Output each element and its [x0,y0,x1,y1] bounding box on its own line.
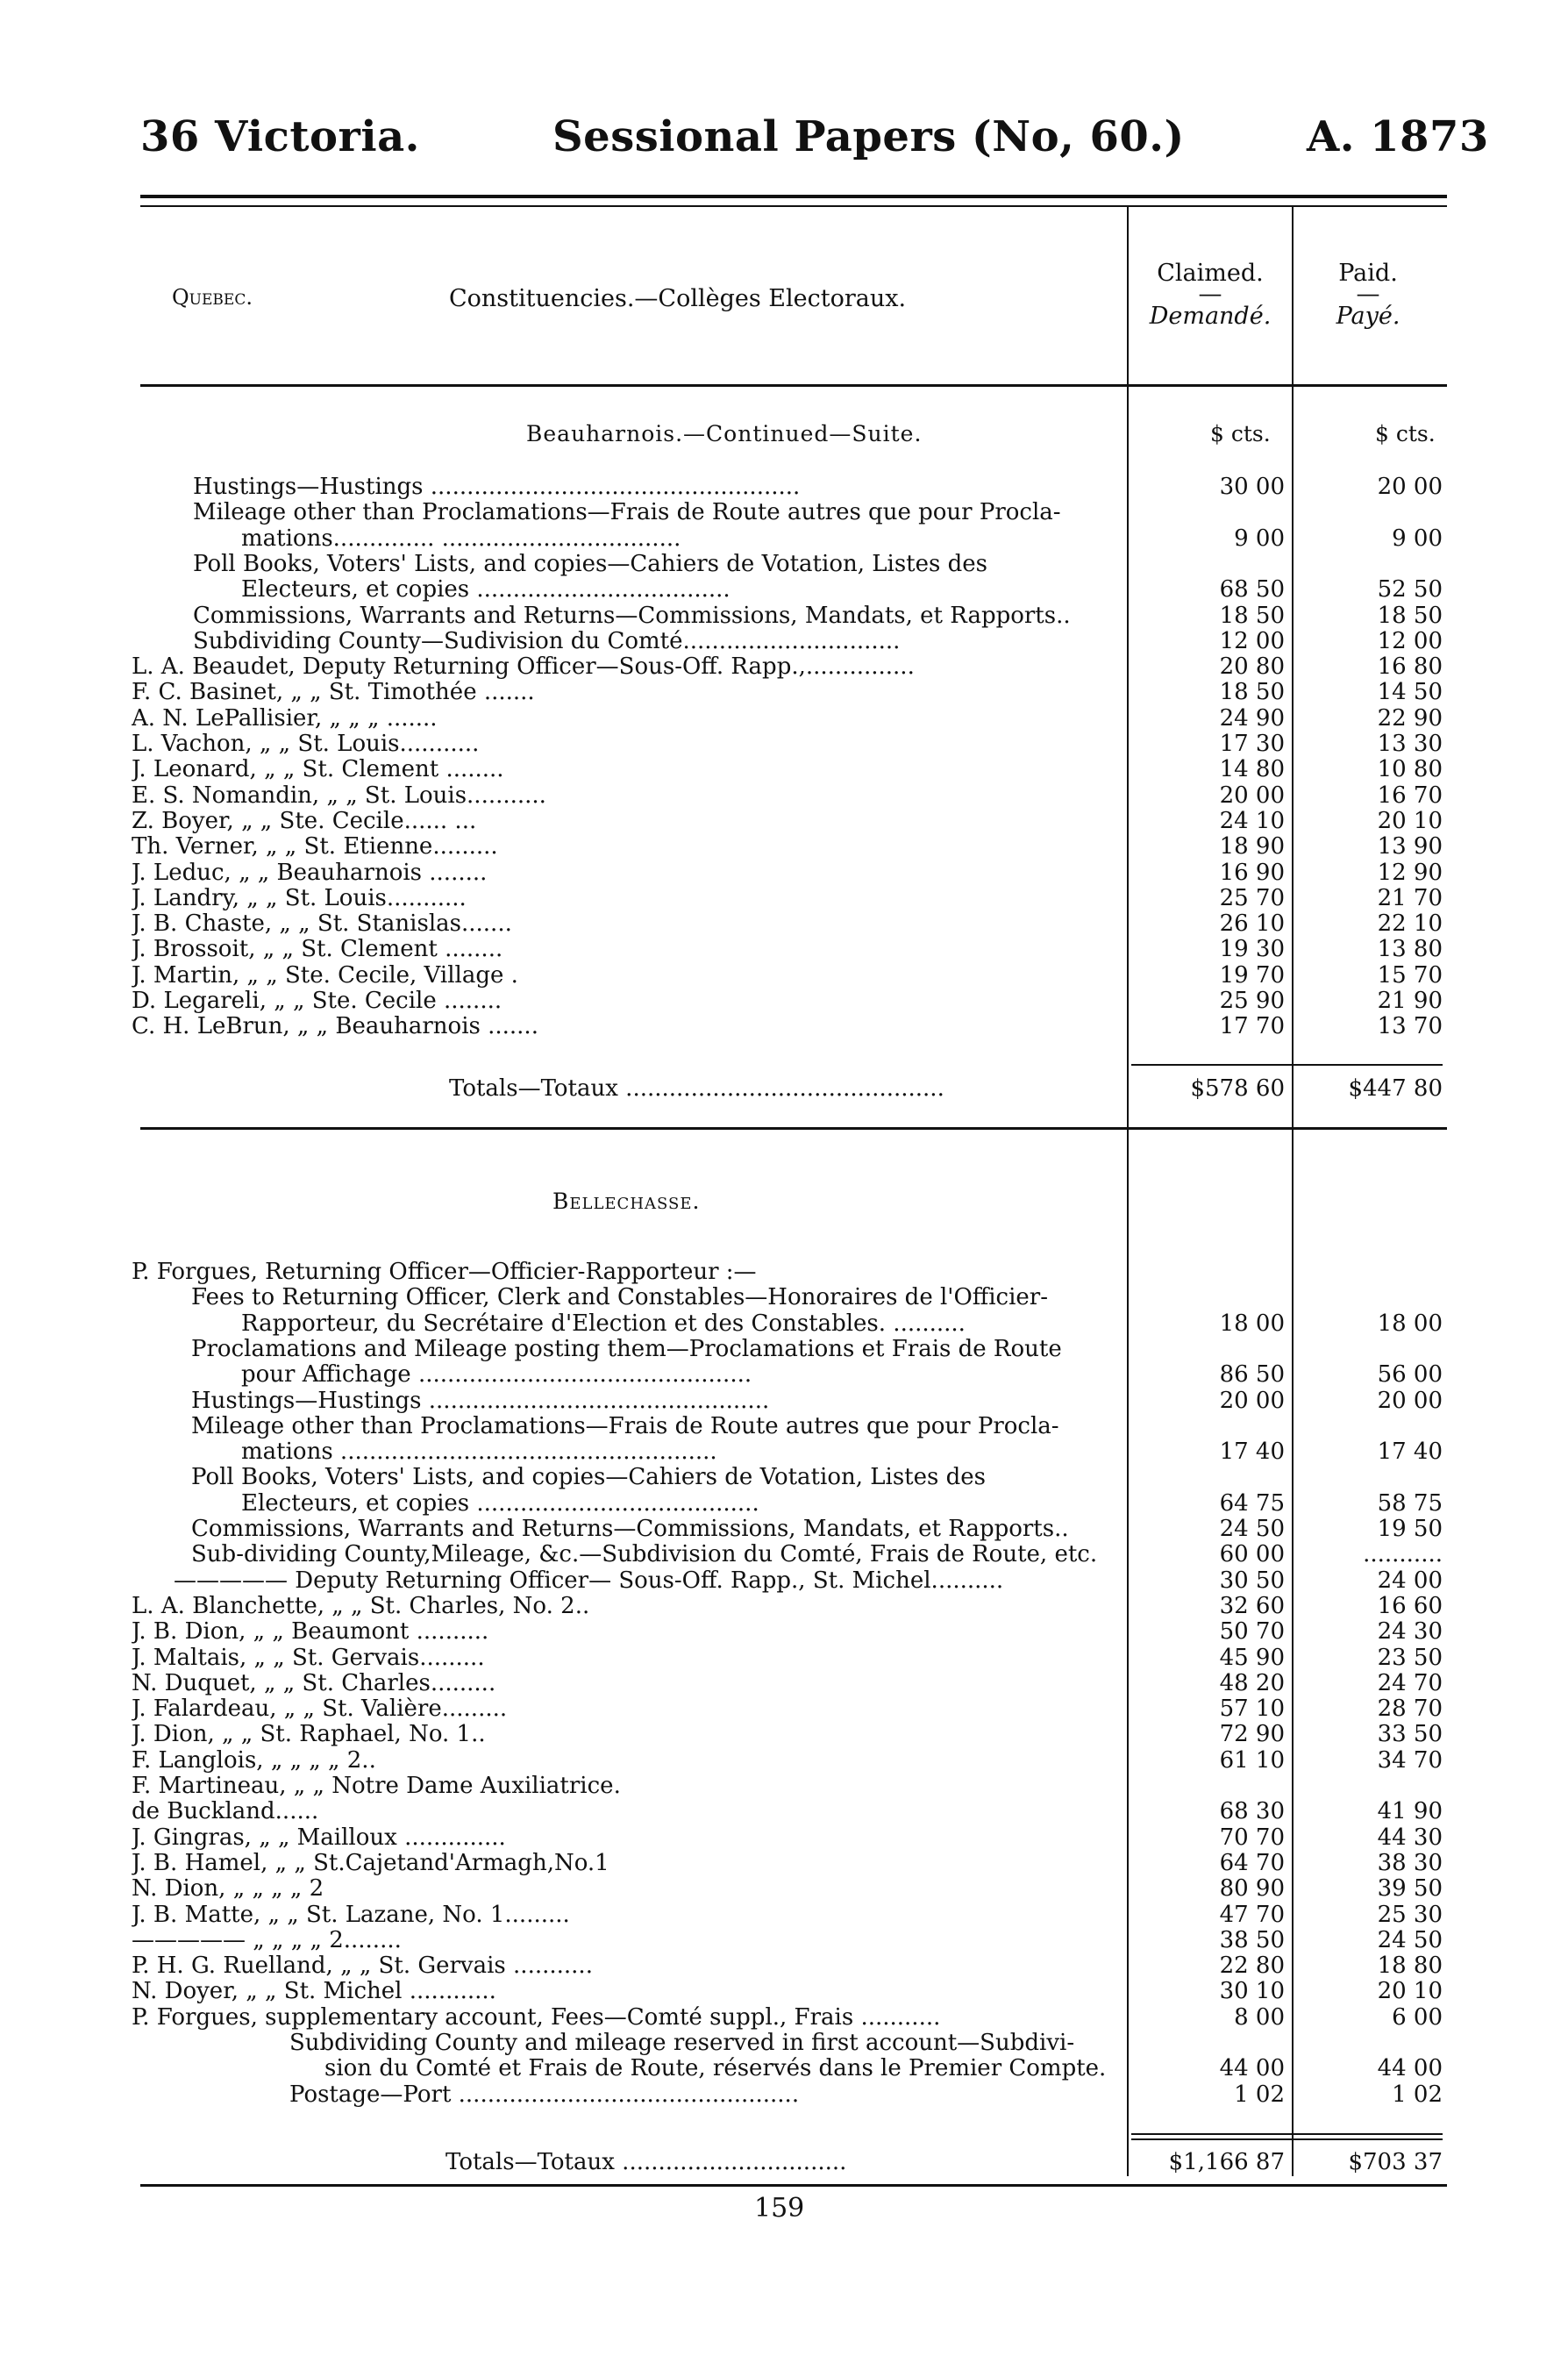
row-label: J. Dion, „ „ St. Raphael, No. 1.. [132,1721,486,1748]
row-paid: 10 80 [1377,756,1443,783]
row-paid: 24 00 [1377,1567,1443,1594]
row-label: Th. Verner, „ „ St. Etienne......... [132,833,498,860]
row-paid: 22 10 [1377,910,1443,938]
row-label: N. Doyer, „ „ St. Michel ............ [132,1978,496,2005]
row-label: L. A. Beaudet, Deputy Returning Officer—Sous-Off. Rapp.,............... [132,653,915,681]
row-claimed: 64 70 [1219,1849,1285,1876]
row-claimed: 18 90 [1219,833,1285,860]
table-row [132,576,1561,602]
row-claimed: 20 00 [1219,1387,1285,1414]
row-label: J. B. Matte, „ „ St. Lazane, No. 1......... [132,1901,570,1928]
row-label: sion du Comté et Frais de Route, réservés dans le Premier Compte. [324,2055,1107,2082]
table-row [132,1645,1561,1670]
table-row [132,705,1561,731]
row-paid: ........... [1363,1541,1443,1568]
table-row [132,1439,1561,1464]
paid-en: Paid. [1338,260,1398,287]
row-paid: 14 50 [1377,679,1443,706]
row-claimed: 30 10 [1219,1978,1285,2005]
row-paid: 23 50 [1377,1644,1443,1671]
row-label: Mileage other than Proclamations—Frais de Route autres que pour Procla- [193,499,1061,526]
row-label: Hustings—Hustings ............................................... [191,1387,770,1414]
row-claimed: 45 90 [1219,1644,1285,1671]
row-paid: 38 30 [1377,1849,1443,1876]
table-row [132,628,1561,653]
row-label: Fees to Returning Officer, Clerk and Constables—Honoraires de l'Officier- [191,1284,1049,1311]
table-row [132,1798,1561,1824]
table-row [132,885,1561,910]
row-paid: 18 50 [1377,602,1443,629]
table-row [132,1284,1561,1310]
row-paid: 20 10 [1377,807,1443,834]
row-label: J. B. Chaste, „ „ St. Stanislas....... [132,910,512,938]
row-label: ————— Deputy Returning Officer— Sous-Off. Rapp., St. Michel.......... [174,1567,1004,1594]
row-label: J. Falardeau, „ „ St. Valière......... [132,1696,508,1723]
row-paid: 13 70 [1377,1013,1443,1040]
row-label: Poll Books, Voters' Lists, and copies—Cahiers de Votation, Listes des [191,1464,986,1491]
row-label: Hustings—Hustings ................................................... [193,474,801,500]
row-claimed: 57 10 [1219,1696,1285,1723]
paid-fr: Payé. [1336,303,1401,330]
row-label: L. Vachon, „ „ St. Louis........... [132,731,480,757]
row-claimed: 1 02 [1234,2081,1285,2108]
table-row [132,1618,1561,1644]
row-claimed: 32 60 [1219,1592,1285,1619]
table-row [132,731,1561,756]
row-paid: 13 30 [1377,731,1443,757]
table-row [132,1824,1561,1850]
header-bottom-rule [140,384,1447,387]
paid-header [1298,260,1438,330]
row-claimed: 17 30 [1219,731,1285,757]
row-label: Electeurs, et copies ................................... [241,576,731,603]
row-claimed: 12 00 [1219,627,1285,654]
row-claimed: 9 00 [1234,525,1285,552]
table-row [132,833,1561,859]
table-row [132,525,1561,551]
table-row [132,1902,1561,1927]
row-claimed: 47 70 [1219,1901,1285,1928]
row-label: J. Martin, „ „ Ste. Cecile, Village . [132,961,518,989]
row-label: P. Forgues, supplementary account, Fees—Comté suppl., Frais ........... [132,2003,941,2031]
header-right: A. 1873 [1307,112,1489,161]
row-claimed: 20 00 [1219,782,1285,809]
row-paid: 15 70 [1377,961,1443,989]
table-row [132,653,1561,679]
claimed-fr: Demandé. [1149,303,1272,330]
table-row [132,1953,1561,1978]
row-label: A. N. LePallisier, „ „ „ ....... [132,704,438,732]
row-claimed: 26 10 [1219,910,1285,938]
row-label: Subdividing County—Sudivision du Comté.............................. [193,627,901,654]
paid-dash: — [1356,281,1380,308]
row-claimed: 20 80 [1219,653,1285,681]
row-label: C. H. LeBrun, „ „ Beauharnois ....... [132,1013,538,1040]
row-paid: 13 80 [1377,936,1443,963]
table-row [132,962,1561,988]
table-row [132,1567,1561,1593]
row-paid: 13 90 [1377,833,1443,860]
row-claimed: 70 70 [1219,1824,1285,1851]
row-label: F. C. Basinet, „ „ St. Timothée ....... [132,679,535,706]
table-row [132,1413,1561,1439]
row-claimed: 44 00 [1219,2055,1285,2082]
row-label: E. S. Nomandin, „ „ St. Louis........... [132,782,546,809]
totals-paid: $703 37 [1348,2149,1443,2175]
row-claimed: 48 20 [1219,1669,1285,1696]
row-paid: 34 70 [1377,1746,1443,1774]
header-center: Sessional Papers (No, 60.) [552,112,1185,161]
row-label: L. A. Blanchette, „ „ St. Charles, No. 2.. [132,1592,590,1619]
table-row [132,1259,1561,1284]
totals-label: Totals—Totaux ............................................ [449,1075,944,1102]
table-row [132,1978,1561,2003]
table-row [132,1875,1561,1901]
table-row [132,603,1561,628]
table-row [132,2004,1561,2030]
currency-paid: $ cts. [1375,421,1436,446]
row-label: Commissions, Warrants and Returns—Commissions, Mandats, et Rapports.. [193,602,1071,629]
row-label: N. Dion, „ „ „ „ 2 [132,1875,324,1903]
row-label: P. Forgues, Returning Officer—Officier-Rapporteur :— [132,1259,757,1285]
row-label: mations.............. ................................. [241,525,681,552]
table-row [132,936,1561,961]
beauharnois-totals-row [132,1075,1561,1101]
row-claimed: 19 70 [1219,961,1285,989]
table-row [132,2081,1561,2107]
totals-label: Totals—Totaux ............................... [445,2149,847,2175]
row-label: F. Martineau, „ „ Notre Dame Auxiliatrice. [132,1773,621,1799]
row-label: Mileage other than Proclamations—Frais de Route autres que pour Procla- [191,1412,1059,1439]
row-claimed: 30 00 [1219,474,1285,500]
row-claimed: 25 70 [1219,884,1285,911]
row-paid: 56 00 [1377,1361,1443,1389]
row-label: J. Leonard, „ „ St. Clement ........ [132,756,504,783]
row-paid: 16 80 [1377,653,1443,681]
claimed-header [1136,260,1285,330]
row-claimed: 24 50 [1219,1516,1285,1542]
row-claimed: 60 00 [1219,1541,1285,1568]
row-paid: 22 90 [1377,704,1443,732]
row-label: pour Affichage .............................................. [241,1361,752,1389]
row-paid: 18 00 [1377,1310,1443,1337]
row-claimed: 72 90 [1219,1721,1285,1748]
row-paid: 16 60 [1377,1592,1443,1619]
row-paid: 33 50 [1377,1721,1443,1748]
row-paid: 1 02 [1392,2081,1443,2108]
row-label: Sub-dividing County,Mileage, &c.—Subdivision du Comté, Frais de Route, etc. [191,1541,1098,1568]
section-title-beauharnois: Beauharnois.—Continued—Suite. [526,421,923,446]
table-row [132,756,1561,782]
table-row [132,1850,1561,1875]
row-paid: 19 50 [1377,1516,1443,1542]
table-row [132,1670,1561,1696]
section-divider [140,1127,1447,1130]
row-claimed: 50 70 [1219,1618,1285,1646]
row-claimed: 17 70 [1219,1013,1285,1040]
row-label: J. Landry, „ „ St. Louis........... [132,884,467,911]
section-title-bellechasse: Bellechasse. [552,1189,701,1214]
table-row [132,988,1561,1013]
row-paid: 44 30 [1377,1824,1443,1851]
row-claimed: 18 50 [1219,679,1285,706]
row-label: ————— „ „ „ „ 2........ [132,1926,402,1953]
bellechasse-totals-rule-2 [1131,2138,1443,2140]
row-claimed: 80 90 [1219,1875,1285,1903]
row-label: P. H. G. Ruelland, „ „ St. Gervais ........... [132,1953,593,1980]
header-left: 36 Victoria. [140,112,420,161]
table-row [132,1336,1561,1361]
row-paid: 21 90 [1377,988,1443,1014]
table-row [132,1747,1561,1773]
row-label: Proclamations and Mileage posting them—Proclamations et Frais de Route [191,1335,1062,1362]
row-paid: 44 00 [1377,2055,1443,2082]
row-paid: 6 00 [1392,2003,1443,2031]
row-claimed: 18 50 [1219,602,1285,629]
row-paid: 9 00 [1392,525,1443,552]
row-label: Subdividing County and mileage reserved in first account—Subdivi- [289,2030,1075,2056]
table-row [132,1013,1561,1039]
row-label: Z. Boyer, „ „ Ste. Cecile...... ... [132,807,477,834]
table-row [132,1927,1561,1953]
claimed-dash: — [1198,281,1222,308]
table-row [132,1721,1561,1746]
row-claimed: 64 75 [1219,1489,1285,1517]
row-paid: 20 00 [1377,1387,1443,1414]
table-row [132,1464,1561,1489]
page-number: 159 [754,2193,805,2224]
row-claimed: 14 80 [1219,756,1285,783]
table-row [132,1310,1561,1336]
table-row [132,1361,1561,1387]
row-label: de Buckland...... [132,1798,319,1825]
table-row [132,1541,1561,1567]
row-label: Poll Books, Voters' Lists, and copies—Cahiers de Votation, Listes des [193,550,987,577]
claimed-en: Claimed. [1157,260,1264,287]
table-row [132,1388,1561,1413]
row-label: J. Maltais, „ „ St. Gervais......... [132,1644,485,1671]
row-label: J. Brossoit, „ „ St. Clement ........ [132,936,503,963]
row-claimed: 25 90 [1219,988,1285,1014]
bellechasse-totals-rule-1 [1131,2133,1443,2135]
row-paid: 24 50 [1377,1926,1443,1953]
row-paid: 24 70 [1377,1669,1443,1696]
table-row [132,679,1561,704]
row-claimed: 61 10 [1219,1746,1285,1774]
row-label: N. Duquet, „ „ St. Charles......... [132,1669,496,1696]
top-rule-thick [140,195,1447,198]
row-claimed: 86 50 [1219,1361,1285,1389]
row-label: Commissions, Warrants and Returns—Commissions, Mandats, et Rapports.. [191,1516,1069,1542]
row-label: J. B. Hamel, „ „ St.Cajetand'Armagh,No.1 [132,1849,609,1876]
row-paid: 39 50 [1377,1875,1443,1903]
row-label: Postage—Port ............................................... [289,2081,800,2108]
row-label: J. B. Dion, „ „ Beaumont .......... [132,1618,489,1646]
row-paid: 12 00 [1377,627,1443,654]
row-label: mations .................................................... [241,1439,717,1466]
row-claimed: 38 50 [1219,1926,1285,1953]
row-paid: 41 90 [1377,1798,1443,1825]
top-rule-thin [140,205,1447,207]
row-paid: 21 70 [1377,884,1443,911]
table-row [132,1593,1561,1618]
row-claimed: 17 40 [1219,1439,1285,1466]
table-row [132,1773,1561,1798]
constituencies-header: Constituencies.—Collèges Electoraux. [449,285,907,312]
row-label: D. Legareli, „ „ Ste. Cecile ........ [132,988,502,1014]
row-paid: 24 30 [1377,1618,1443,1646]
row-claimed: 68 30 [1219,1798,1285,1825]
row-paid: 20 00 [1377,474,1443,500]
row-claimed: 24 90 [1219,704,1285,732]
currency-claimed: $ cts. [1210,421,1271,446]
province-label: Quebec. [172,285,253,310]
table-row [132,782,1561,808]
beauharnois-totals-rule [1131,1064,1443,1066]
row-paid: 18 80 [1377,1953,1443,1980]
table-row [132,808,1561,833]
row-claimed: 8 00 [1234,2003,1285,2031]
row-claimed: 30 50 [1219,1567,1285,1594]
row-claimed: 16 90 [1219,859,1285,886]
row-paid: 20 10 [1377,1978,1443,2005]
table-row [132,1696,1561,1721]
table-row [132,551,1561,576]
row-claimed: 24 10 [1219,807,1285,834]
table-row [132,2030,1561,2055]
row-paid: 16 70 [1377,782,1443,809]
row-label: Electeurs, et copies ....................................... [241,1489,759,1517]
row-paid: 25 30 [1377,1901,1443,1928]
row-paid: 17 40 [1377,1439,1443,1466]
table-row [132,2055,1561,2081]
table-row [132,1490,1561,1516]
row-claimed: 18 00 [1219,1310,1285,1337]
table-row [132,910,1561,936]
totals-claimed: $578 60 [1190,1075,1285,1102]
row-claimed: 68 50 [1219,576,1285,603]
row-claimed: 19 30 [1219,936,1285,963]
table-row [132,499,1561,525]
totals-paid: $447 80 [1348,1075,1443,1102]
bottom-rule [140,2184,1447,2187]
row-label: F. Langlois, „ „ „ „ 2.. [132,1746,376,1774]
table-row [132,474,1561,499]
table-row [132,1516,1561,1541]
row-paid: 52 50 [1377,576,1443,603]
row-paid: 12 90 [1377,859,1443,886]
row-label: J. Leduc, „ „ Beauharnois ........ [132,859,488,886]
bellechasse-totals-row [132,2149,1561,2174]
row-paid: 58 75 [1377,1489,1443,1517]
row-paid: 28 70 [1377,1696,1443,1723]
row-label: J. Gingras, „ „ Mailloux .............. [132,1824,506,1851]
table-row [132,860,1561,885]
row-label: Rapporteur, du Secrétaire d'Election et des Constables. .......... [241,1310,966,1337]
totals-claimed: $1,166 87 [1168,2149,1285,2175]
row-claimed: 22 80 [1219,1953,1285,1980]
